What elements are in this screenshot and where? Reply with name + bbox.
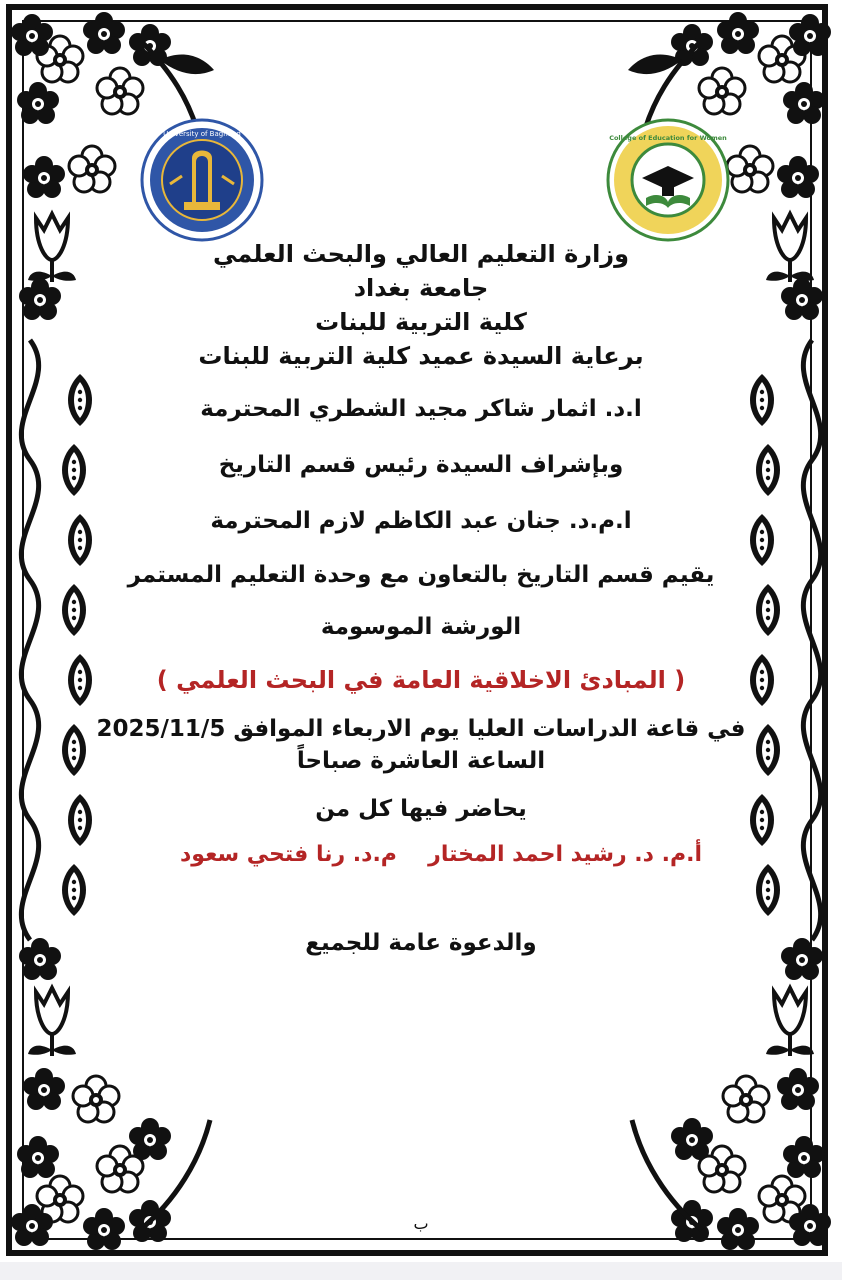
college-line: كلية التربية للبنات [315,308,527,336]
logo-ring-text: University of Baghdad [163,130,241,138]
lecturer-first: أ.م. د. رشيد احمد المختار [428,842,702,867]
page-bottom-strip [0,1262,842,1280]
college-of-education-for-women-logo [606,118,730,242]
workshop-label: الورشة الموسومة [320,614,522,640]
university-of-baghdad-logo [140,118,264,242]
logo-ring-text: College of Education for Women [609,134,727,142]
venue-line: في قاعة الدراسات العليا يوم الاربعاء الموافق 2025/11/5 [96,716,746,742]
footer-mark: ب [413,1214,429,1233]
university-line: جامعة بغداد [353,274,489,302]
lecturers-label: يحاضر فيها كل من [315,796,527,822]
closing-line: والدعوة عامة للجميع [305,930,537,956]
lecturers-row [0,842,842,876]
dean-name: ا.د. اثمار شاكر مجيد الشطري المحترمة [200,396,642,422]
patronage-line: برعاية السيدة عميد كلية التربية للبنات [198,342,644,370]
supervision-line: وبإشراف السيدة رئيس قسم التاريخ [218,452,624,478]
time-line: الساعة العاشرة صباحاً [296,748,546,774]
workshop-title: ( المبادئ الاخلاقية العامة في البحث العلمي ) [156,666,686,694]
announcement-line: يقيم قسم التاريخ بالتعاون مع وحدة التعليم المستمر [127,562,715,588]
lecturer-second: م.د. رنا فتحي سعود [180,842,397,867]
ministry-line: وزارة التعليم العالي والبحث العلمي [212,240,630,268]
department-head-name: ا.م.د. جنان عبد الكاظم لازم المحترمة [210,508,632,534]
